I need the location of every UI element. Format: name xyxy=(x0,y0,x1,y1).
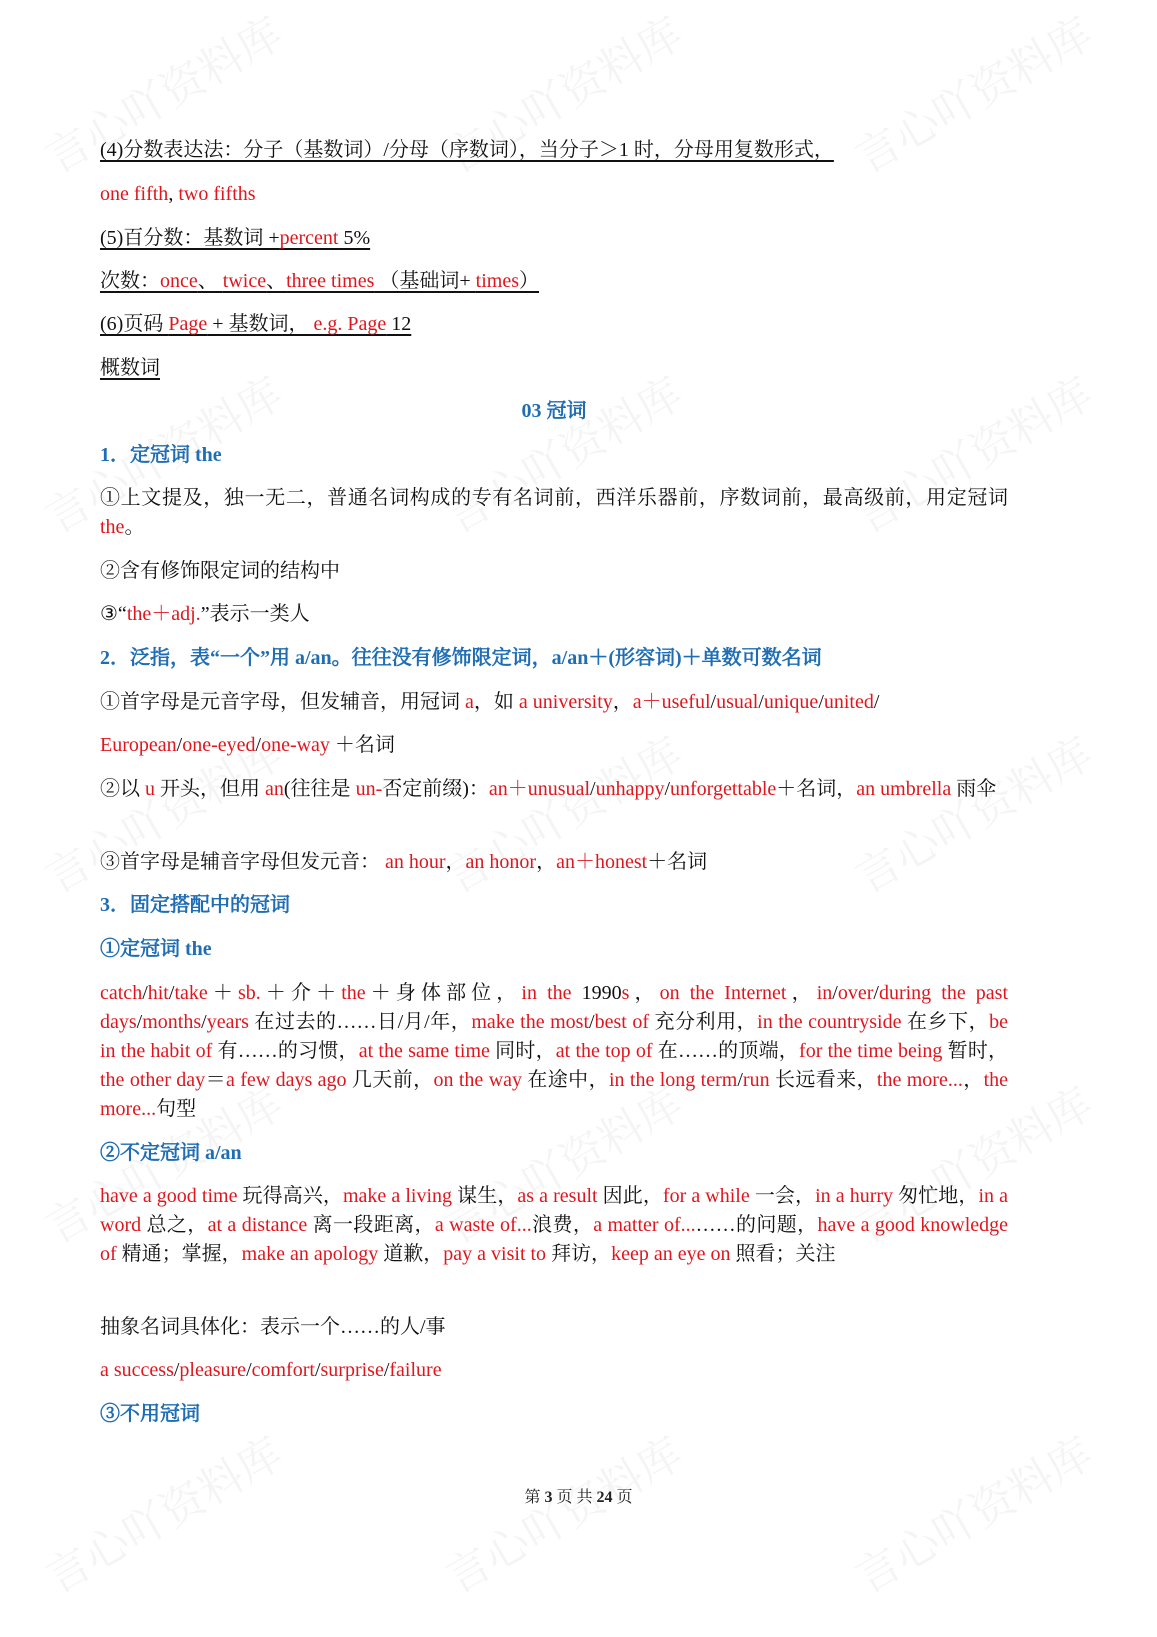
text-run: ＋名词 xyxy=(329,734,395,756)
total-pages: 24 xyxy=(596,1489,613,1506)
highlighted-term: the other day xyxy=(100,1069,206,1091)
highlighted-term: months xyxy=(142,1011,202,1033)
highlighted-term: a university xyxy=(518,691,613,713)
highlighted-term: at the same time xyxy=(358,1040,490,1062)
text-run: / xyxy=(873,982,879,1004)
paragraph-p3-1 xyxy=(100,979,1008,1124)
highlighted-term: on the Internet xyxy=(659,982,787,1004)
text-run: 浪费， xyxy=(531,1214,594,1236)
paragraph-p1-2 xyxy=(100,557,1008,586)
text-run: ①首字母是元音字母，但发辅音，用冠词 xyxy=(100,691,465,713)
text-run: 、 xyxy=(197,270,223,292)
paragraph-approx-numbers xyxy=(100,354,1008,383)
paragraph-p2-1 xyxy=(100,688,1008,717)
text-run: / xyxy=(136,1011,143,1033)
page-footer xyxy=(0,1484,1157,1507)
highlighted-term: for the time being xyxy=(799,1040,943,1062)
heading-text: 2．泛指，表“一个”用 a/an。往往没有修饰限定词，a/an＋(形容词)＋单数可数名词 xyxy=(100,647,822,669)
paragraph-p2-1b xyxy=(100,731,1008,760)
text-run: ＋名词 xyxy=(647,851,708,873)
highlighted-term: unforgettable xyxy=(670,778,777,800)
text-run: ＋身体部位， xyxy=(365,982,522,1004)
highlighted-term: twice xyxy=(222,270,267,292)
footer-prefix: 第 xyxy=(524,1489,545,1506)
text-run: 谋生， xyxy=(452,1185,518,1207)
highlighted-term: as a result xyxy=(517,1185,598,1207)
text-run: / xyxy=(173,1359,180,1381)
text-run: ＋ xyxy=(207,982,238,1004)
text-run: / xyxy=(142,982,148,1004)
text-run: 玩得高兴， xyxy=(237,1185,343,1207)
heading-heading-3 xyxy=(100,891,1008,920)
text-run: ”表示一类人 xyxy=(200,603,310,625)
paragraph-p3-2 xyxy=(100,1182,1008,1269)
highlighted-term: usual xyxy=(716,691,759,713)
highlighted-term: during the past days xyxy=(100,982,1009,1033)
heading-heading-1 xyxy=(100,441,1008,470)
footer-middle: 页 共 xyxy=(552,1489,597,1506)
highlighted-term: sb. xyxy=(237,982,261,1004)
text-run: 。 xyxy=(124,516,145,538)
heading-section-title xyxy=(100,397,1008,426)
highlighted-term: unique xyxy=(763,691,819,713)
highlighted-term: have a good knowledge of xyxy=(100,1214,1009,1265)
text-run: / xyxy=(314,1359,321,1381)
highlighted-term: a＋useful xyxy=(632,691,711,713)
text-run: ， xyxy=(629,982,660,1004)
watermark xyxy=(842,1418,1103,1605)
text-run: 概数词 xyxy=(100,357,160,379)
highlighted-term: once xyxy=(160,270,198,292)
highlighted-term: the more... xyxy=(876,1069,963,1091)
text-run: 、 xyxy=(266,270,287,292)
highlighted-term: s xyxy=(621,982,630,1004)
highlighted-term: an umbrella xyxy=(856,778,952,800)
text-run: 同时， xyxy=(489,1040,556,1062)
heading-heading-3-1 xyxy=(100,935,1008,964)
highlighted-term: the more... xyxy=(100,1069,1009,1120)
text-run: / xyxy=(383,1359,390,1381)
watermark xyxy=(32,1418,293,1605)
text-run: ， xyxy=(536,851,557,873)
text-run: ……的问题， xyxy=(695,1214,818,1236)
text-run: / xyxy=(589,1011,595,1033)
paragraph-percent-rule xyxy=(100,224,1008,253)
text-run: 否定前缀)： xyxy=(382,778,489,800)
watermark xyxy=(432,1418,693,1605)
highlighted-term: best of xyxy=(594,1011,649,1033)
heading-text: ③不用冠词 xyxy=(100,1403,200,1425)
highlighted-term: in the long term xyxy=(608,1069,738,1091)
highlighted-term: an＋honest xyxy=(556,851,648,873)
text-run: 在……的顶端， xyxy=(652,1040,800,1062)
heading-text: 3．固定搭配中的冠词 xyxy=(100,894,290,916)
highlighted-term: keep an eye on xyxy=(611,1243,731,1265)
highlighted-term: pay a visit to xyxy=(443,1243,547,1265)
text-run: / xyxy=(737,1069,743,1091)
highlighted-term: a matter of... xyxy=(593,1214,696,1236)
text-run: (4)分数表达法：分子（基数词）/分母（序数词），当分子＞1 时，分母用复数形式， xyxy=(100,139,834,161)
highlighted-term: times xyxy=(475,270,520,292)
highlighted-term: at the top of xyxy=(555,1040,653,1062)
paragraph-p3-4 xyxy=(100,1356,1008,1385)
paragraph-page-rule xyxy=(100,310,1008,339)
paragraph-p1-1 xyxy=(100,484,1008,542)
footer-suffix: 页 xyxy=(612,1489,633,1506)
text-run: ②以 xyxy=(100,778,145,800)
highlighted-term: on the way xyxy=(433,1069,523,1091)
highlighted-term: percent xyxy=(279,227,339,249)
text-run: (5)百分数：基数词 + xyxy=(100,227,280,249)
text-run: ） xyxy=(519,270,540,292)
text-run: ③“ xyxy=(100,603,127,625)
highlighted-term: two fifths xyxy=(178,183,256,205)
text-run: / xyxy=(818,691,824,713)
highlighted-term: hit xyxy=(147,982,169,1004)
paragraph-p1-3 xyxy=(100,600,1008,629)
highlighted-term: over xyxy=(837,982,874,1004)
text-run: 总之， xyxy=(141,1214,208,1236)
highlighted-term: make a living xyxy=(343,1185,453,1207)
highlighted-term: in the xyxy=(521,982,572,1004)
text-run: / xyxy=(664,778,671,800)
highlighted-term: in a word xyxy=(100,1185,1009,1236)
highlighted-term: united xyxy=(823,691,874,713)
highlighted-term: failure xyxy=(389,1359,442,1381)
highlighted-term: an hour xyxy=(385,851,446,873)
text-run: 在乡下， xyxy=(901,1011,990,1033)
highlighted-term: three times xyxy=(286,270,375,292)
paragraph-p2-3 xyxy=(100,848,1008,877)
text-run: ， xyxy=(445,851,466,873)
text-run: ①上文提及，独一无二，普通名词构成的专有名词前，西洋乐器前，序数词前，最高级前，用定冠词 xyxy=(100,487,1008,509)
text-run: 拜访， xyxy=(546,1243,612,1265)
text-run: 离一段距离， xyxy=(307,1214,435,1236)
paragraph-p2-2 xyxy=(100,775,1008,804)
text-run: 暂时， xyxy=(942,1040,1009,1062)
text-run: （基础词+ xyxy=(374,270,476,292)
highlighted-term: run xyxy=(742,1069,770,1091)
text-run: 充分利用， xyxy=(648,1011,758,1033)
text-run: 开头，但用 xyxy=(155,778,265,800)
highlighted-term: at a distance xyxy=(207,1214,308,1236)
highlighted-term: an xyxy=(265,778,284,800)
text-run: (往往是 xyxy=(283,778,356,800)
highlighted-term: an＋unusual xyxy=(488,778,590,800)
highlighted-term: a success xyxy=(100,1359,174,1381)
paragraph-times-rule xyxy=(100,267,1008,296)
text-run: ， xyxy=(612,691,633,713)
heading-text: 1．定冠词 the xyxy=(100,444,222,466)
text-run: 12 xyxy=(386,313,412,335)
text-run: / xyxy=(758,691,764,713)
text-run: / xyxy=(201,1011,207,1033)
highlighted-term: years xyxy=(206,1011,249,1033)
heading-text: ①定冠词 the xyxy=(100,938,212,960)
text-run: 雨伞 xyxy=(951,778,997,800)
heading-text: 03 冠词 xyxy=(521,400,587,422)
highlighted-term: take xyxy=(174,982,208,1004)
text-run: 1990 xyxy=(571,982,622,1004)
text-run: ＝ xyxy=(205,1069,226,1091)
heading-text: ②不定冠词 a/an xyxy=(100,1142,242,1164)
highlighted-term: in a hurry xyxy=(815,1185,894,1207)
highlighted-term: be in the habit of xyxy=(100,1011,1009,1062)
text-run: 在过去的……日/月/年， xyxy=(248,1011,472,1033)
current-page: 3 xyxy=(544,1489,553,1506)
highlighted-term: pleasure xyxy=(179,1359,247,1381)
heading-heading-3-2 xyxy=(100,1139,1008,1168)
highlighted-term: for a while xyxy=(662,1185,750,1207)
text-run: ②含有修饰限定词的结构中 xyxy=(100,560,340,582)
paragraph-fraction-example xyxy=(100,180,1008,209)
text-run: 道歉， xyxy=(378,1243,444,1265)
text-run: ＋介＋ xyxy=(260,982,342,1004)
highlighted-term: e.g. Page xyxy=(313,313,387,335)
highlighted-term: a few days ago xyxy=(225,1069,347,1091)
highlighted-term: in xyxy=(816,982,833,1004)
highlighted-term: one fifth xyxy=(100,183,169,205)
highlighted-term: make the most xyxy=(471,1011,590,1033)
paragraph-fraction-rule xyxy=(100,136,1008,165)
text-run: / xyxy=(710,691,717,713)
paragraph-p3-3 xyxy=(100,1313,1008,1342)
text-run: / xyxy=(168,982,175,1004)
text-run: ③首字母是辅音字母但发元音： xyxy=(100,851,385,873)
highlighted-term: in the countryside xyxy=(757,1011,902,1033)
highlighted-term: an honor xyxy=(465,851,537,873)
text-run: 句型 xyxy=(156,1098,197,1120)
highlighted-term: make an apology xyxy=(241,1243,379,1265)
highlighted-term: catch xyxy=(100,982,143,1004)
text-run: 长远看来， xyxy=(769,1069,877,1091)
highlighted-term: comfort xyxy=(251,1359,315,1381)
highlighted-term: a waste of... xyxy=(434,1214,532,1236)
highlighted-term: European xyxy=(100,734,177,756)
highlighted-term: the＋adj. xyxy=(126,603,201,625)
text-run: (6)页码 xyxy=(100,313,169,335)
highlighted-term: unhappy xyxy=(595,778,665,800)
text-run: / xyxy=(255,734,262,756)
highlighted-term: have a good time xyxy=(100,1185,238,1207)
text-run: 5% xyxy=(338,227,371,249)
highlighted-term: un- xyxy=(355,778,383,800)
text-run: / xyxy=(873,691,880,713)
highlighted-term: one-way xyxy=(261,734,330,756)
text-run: 照看；关注 xyxy=(730,1243,836,1265)
text-run: / xyxy=(246,1359,252,1381)
text-run: ， xyxy=(962,1069,984,1091)
text-run: / xyxy=(590,778,596,800)
highlighted-term: the xyxy=(341,982,366,1004)
text-run: 有……的习惯， xyxy=(212,1040,359,1062)
text-run: 抽象名词具体化：表示一个……的人/事 xyxy=(100,1316,446,1338)
highlighted-term: surprise xyxy=(320,1359,384,1381)
text-run: 因此， xyxy=(597,1185,663,1207)
heading-heading-2 xyxy=(100,644,1008,673)
text-run: , xyxy=(168,183,179,205)
text-run: 几天前， xyxy=(346,1069,434,1091)
highlighted-term: a xyxy=(465,691,474,713)
text-run: 匆忙地， xyxy=(893,1185,979,1207)
highlighted-term: one-eyed xyxy=(182,734,256,756)
text-run: ，如 xyxy=(473,691,519,713)
highlighted-term: u xyxy=(145,778,155,800)
text-run: 精通；掌握， xyxy=(116,1243,242,1265)
text-run: ， xyxy=(786,982,817,1004)
heading-heading-3-3 xyxy=(100,1400,1008,1429)
text-run: / xyxy=(176,734,183,756)
text-run: ＋名词， xyxy=(776,778,857,800)
text-run: / xyxy=(832,982,838,1004)
text-run: 一会， xyxy=(749,1185,816,1207)
text-run: + 基数词， xyxy=(207,313,314,335)
highlighted-term: Page xyxy=(168,313,208,335)
highlighted-term: the xyxy=(100,516,125,538)
text-run: 次数： xyxy=(100,270,160,292)
text-run: 在途中， xyxy=(522,1069,609,1091)
